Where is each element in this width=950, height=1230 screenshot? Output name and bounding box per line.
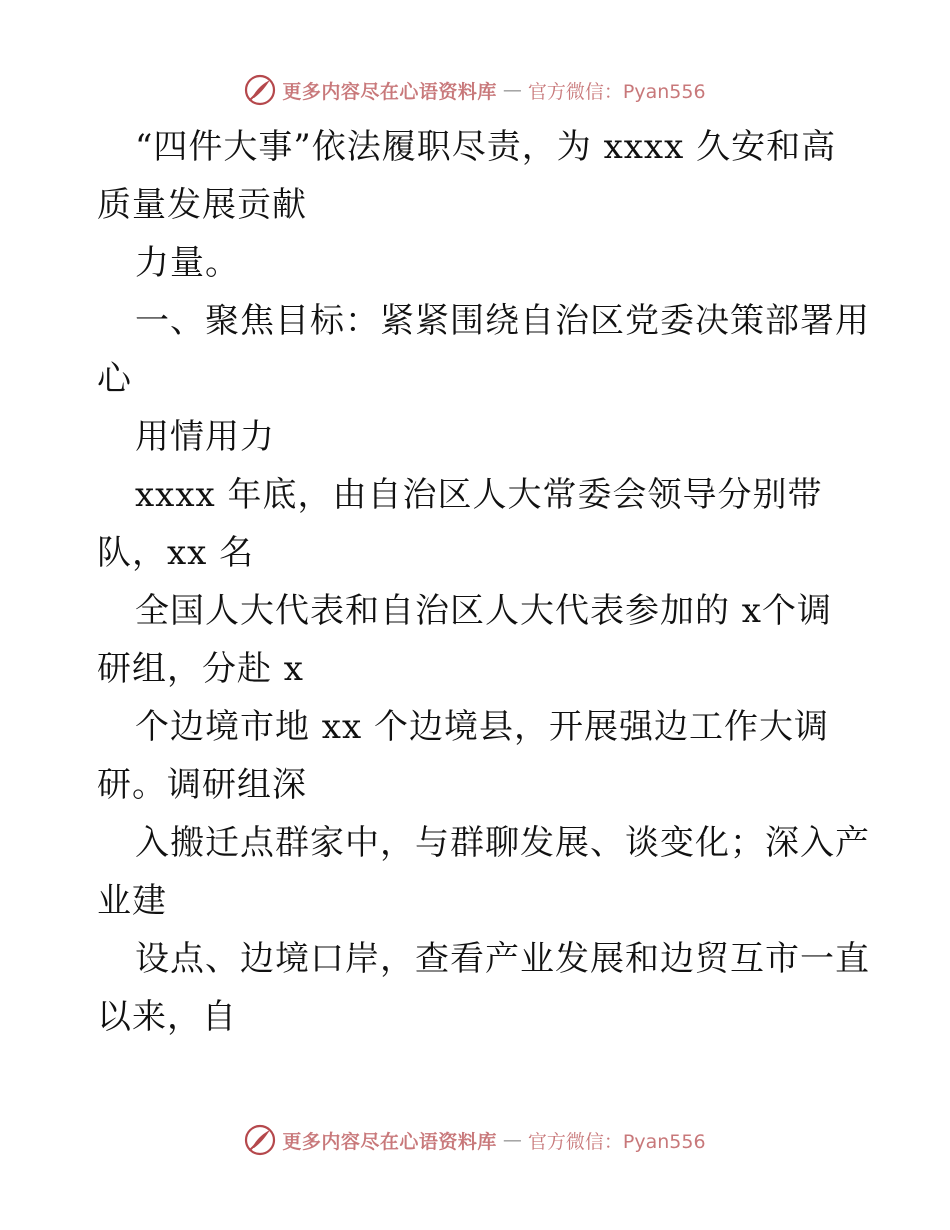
text-line: 研。调研组深 (97, 765, 307, 805)
text-line: xxxx 年底，由自治区人大常委会领导分别带 (135, 475, 823, 515)
quill-pen-logo-icon (244, 74, 276, 106)
text-line: 业建 (97, 881, 167, 921)
quill-pen-logo-icon (244, 1124, 276, 1156)
text-line: 入搬迁点群家中，与群聊发展、谈变化；深入产 (135, 823, 870, 863)
text-line: 全国人大代表和自治区人大代表参加的 x个调 (135, 591, 832, 631)
banner-contact: 官方微信：Pyan556 (527, 1130, 706, 1153)
text-line: 一、聚焦目标：紧紧围绕自治区党委决策部署用 (135, 301, 870, 341)
text-line: 以来，自 (97, 997, 237, 1037)
text-line: 个边境市地 xx 个边境县，开展强边工作大调 (135, 707, 829, 747)
text-line: 设点、边境口岸，查看产业发展和边贸互市一直 (135, 939, 870, 979)
banner-separator: — (502, 1129, 522, 1151)
footer-banner (0, 1120, 950, 1160)
text-line: 研组，分赴 x (97, 649, 304, 689)
banner-slogan: 更多内容尽在心语资料库 (282, 1130, 497, 1153)
text-line: 心 (97, 359, 132, 399)
text-line: “四件大事”依法履职尽责，为 xxxx 久安和高 (135, 127, 837, 167)
text-line: 质量发展贡献 (97, 185, 307, 225)
header-banner (0, 70, 950, 110)
banner-separator: — (502, 79, 522, 101)
text-line: 力量。 (135, 243, 240, 283)
text-line: 用情用力 (135, 417, 275, 457)
text-line: 队，xx 名 (97, 533, 255, 573)
banner-contact: 官方微信：Pyan556 (527, 80, 706, 103)
document-body (97, 118, 870, 1046)
banner-slogan: 更多内容尽在心语资料库 (282, 80, 497, 103)
